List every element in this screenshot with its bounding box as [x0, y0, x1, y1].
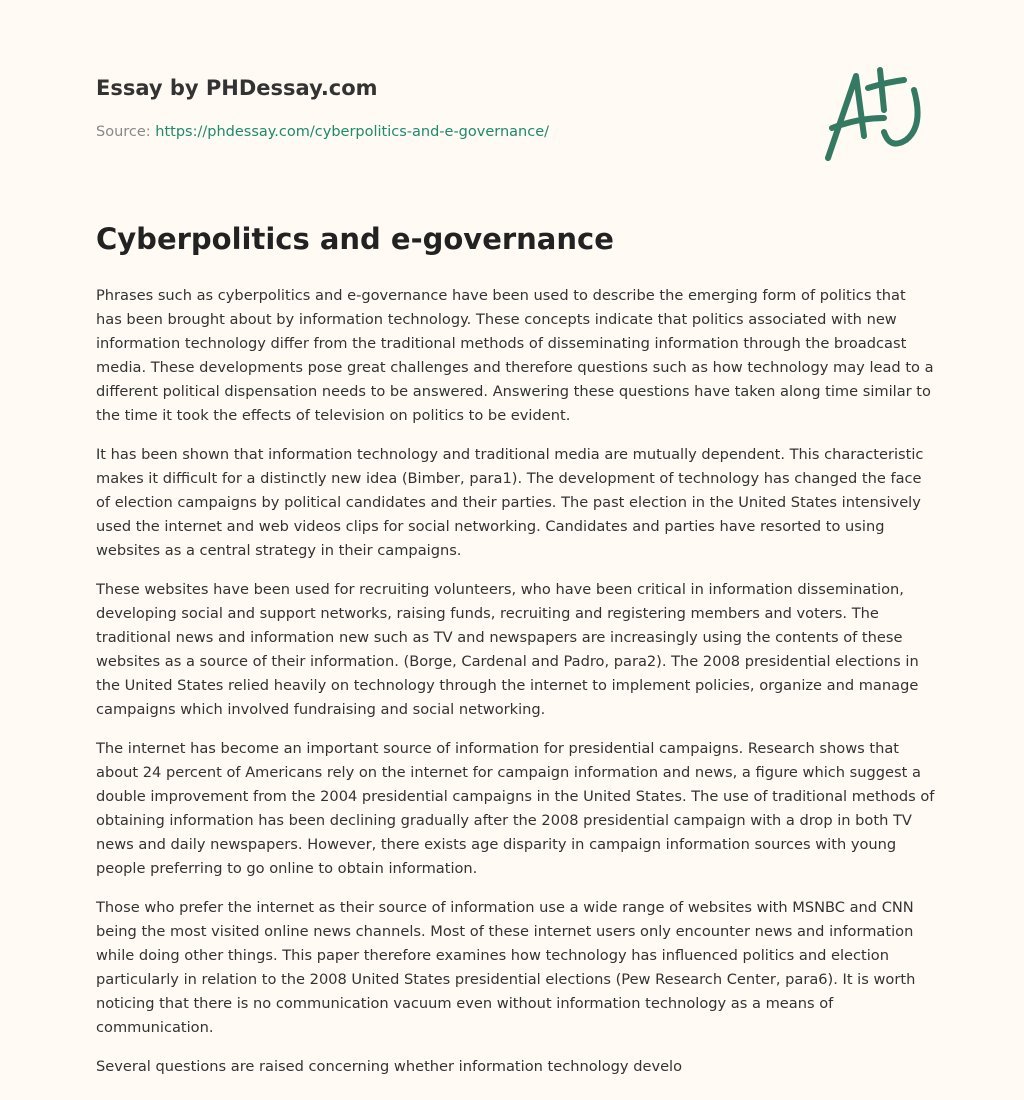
paragraph: It has been shown that information technology and traditional media are mutually dependent. This characteristic makes it difficult for a distinctly new idea (Bimber, para1). The development of technology has changed the face of election campaigns by political candidates and their parties. The past election in the United States intensively used the internet and web videos clips for social networking. Candidates and parties have resorted to using websites as a central strategy in their campaigns.: [96, 446, 924, 559]
source-label: Source:: [96, 124, 151, 140]
paragraph: Phrases such as cyberpolitics and e-governance have been used to describe the emerging form of politics that has been brought about by information technology. These concepts indicate that politics associated with new information technology differ from the traditional methods of disseminating information through the broadcast media. These developments pose great challenges and therefore questions such as how technology may lead to a different political dispensation needs to be answered. Answering these questions have taken along time similar to the time it took the effects of television on politics to be evident.: [96, 287, 934, 424]
paragraph: Those who prefer the internet as their source of information use a wide range of websites with MSNBC and CNN being the most visited online news channels. Most of these internet users only encounter news and information while doing other things. This paper therefore examines how technology has influenced politics and election particularly in relation to the 2008 United States presidential elections (Pew Research Center, para6). It is worth noticing that there is no communication vacuum even without information technology as a means of communication.: [96, 899, 916, 1036]
a-plus-logo: [818, 66, 928, 166]
paragraph: The internet has become an important source of information for presidential campaigns. Research shows that about 24 percent of Americans rely on the internet for campaign information and news, a figure which suggest a double improvement from the 2004 presidential campaigns in the United States. The use of traditional methods of obtaining information has been declining gradually after the 2008 presidential campaign with a drop in both TV news and daily newspapers. However, there exists age disparity in campaign information sources with young people preferring to go online to obtain information.: [96, 740, 935, 877]
essay-body: [96, 284, 936, 1094]
paragraph: Several questions are raised concerning whether information technology develo: [96, 1058, 683, 1075]
essay-title: Cyberpolitics and e-governance: [96, 222, 614, 256]
paragraph: These websites have been used for recruiting volunteers, who have been critical in information dissemination, developing social and support networks, raising funds, recruiting and registering members and voters. The traditional news and information new such as TV and newspapers are increasingly using the contents of these websites as a source of their information. (Borge, Cardenal and Padro, para2). The 2008 presidential elections in the United States relied heavily on technology through the internet to implement policies, organize and manage campaigns which involved fundraising and social networking.: [96, 581, 919, 718]
site-title: Essay by PHDessay.com: [96, 76, 378, 100]
header: [0, 0, 1024, 200]
source-line: [96, 124, 549, 140]
source-link[interactable]: https://phdessay.com/cyberpolitics-and-e-governance/: [155, 124, 549, 140]
